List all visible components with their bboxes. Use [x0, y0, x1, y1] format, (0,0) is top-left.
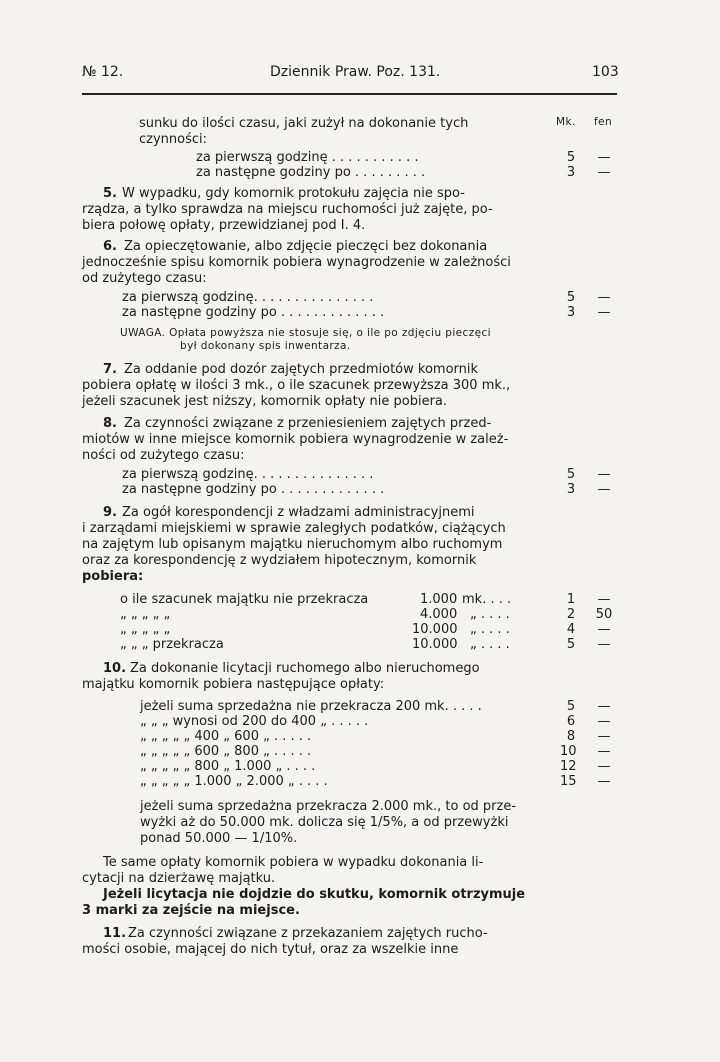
p9-row-fen: —	[597, 592, 611, 607]
p10-after-line-1: Te same opłaty komornik pobiera w wypadku dokonania li-	[103, 855, 484, 870]
p9-row-fen: 50	[595, 607, 613, 622]
p10-row-mk: 10	[560, 744, 577, 759]
p11-number: 11.	[103, 926, 127, 941]
column-fen-heading: fen	[594, 116, 613, 128]
p10-tail-line-1: jeżeli suma sprzedażna przekracza 2.000 mk., to od prze-	[140, 799, 517, 814]
p10-row-label: „ „ „ „ „ 600 „ 800 „ . . . . .	[140, 744, 312, 759]
p9-row-label: „ „ „ przekracza	[120, 637, 224, 652]
page-number: 103	[592, 64, 619, 80]
p10-row-mk: 6	[566, 714, 576, 729]
p6-note-line-1: UWAGA. Opłata powyższa nie stosuje się, o ile po zdjęciu pieczęci	[120, 327, 491, 339]
p5-line-2: rządza, a tylko sprawdza na miejscu ruchomości już zajęte, po-	[82, 202, 493, 217]
p10-row-fen: —	[597, 699, 611, 714]
p4-line-1: sunku do ilości czasu, jaki zużył na dokonanie tych	[139, 116, 469, 131]
p4-line-2: czynności:	[139, 132, 208, 147]
p6-row-label: za następne godziny po . . . . . . . . . . . . .	[122, 305, 385, 320]
p8-row-label: za następne godziny po . . . . . . . . . . . . .	[122, 482, 385, 497]
p9-line-1: Za ogół korespondencji z władzami administracyjnemi	[122, 505, 475, 520]
p10-number: 10.	[103, 661, 127, 676]
p5-line-1: W wypadku, gdy komornik protokułu zajęcia nie spo-	[122, 186, 465, 201]
p10-row-fen: —	[597, 774, 611, 789]
p8-line-2: miotów w inne miejsce komornik pobiera wynagrodzenie w zależ-	[82, 432, 509, 447]
p8-row-fen: —	[597, 482, 611, 497]
page-header-number: № 12.	[82, 64, 124, 80]
p10-row-label: „ „ „ „ „ 1.000 „ 2.000 „ . . . .	[140, 774, 328, 789]
p10-row-label: jeżeli suma sprzedażna nie przekracza 200 mk. . . . .	[140, 699, 482, 714]
p7-number: 7.	[103, 362, 117, 377]
p10-after-line-3: Jeżeli licytacja nie dojdzie do skutku, komornik otrzymuje	[103, 887, 526, 902]
p11-line-1: Za czynności związane z przekazaniem zajętych rucho-	[128, 926, 488, 941]
p10-row-mk: 12	[560, 759, 577, 774]
p10-after-line-2: cytacji na dzierżawę majątku.	[82, 871, 276, 886]
p9-row-label: o ile szacunek majątku nie przekracza	[120, 592, 369, 607]
p4-row-fen: —	[597, 165, 611, 180]
p9-row-unit: „ . . . .	[470, 637, 510, 652]
p7-line-2: pobiera opłatę w ilości 3 mk., o ile szacunek przewyższa 300 mk.,	[82, 378, 511, 393]
p9-row-label: „ „ „ „ „	[120, 607, 171, 622]
p8-row-fen: —	[597, 467, 611, 482]
p6-row-fen: —	[597, 305, 611, 320]
p8-number: 8.	[103, 416, 117, 431]
p10-row-label: „ „ „ „ „ 400 „ 600 „ . . . . .	[140, 729, 312, 744]
p8-row-mk: 3	[566, 482, 576, 497]
p10-row-fen: —	[597, 744, 611, 759]
p6-line-3: od zużytego czasu:	[82, 271, 207, 286]
p4-row-fen: —	[597, 150, 611, 165]
p9-line-3: na zajętym lub opisanym majątku nieruchomym albo ruchomym	[82, 537, 503, 552]
p6-line-2: jednocześnie spisu komornik pobiera wynagrodzenie w zależności	[82, 255, 511, 270]
p8-line-3: ności od zużytego czasu:	[82, 448, 245, 463]
p6-line-1: Za opieczętowanie, albo zdjęcie pieczęci bez dokonania	[124, 239, 488, 254]
p9-row-fen: —	[597, 637, 611, 652]
header-rule	[82, 93, 617, 95]
p7-line-1: Za oddanie pod dozór zajętych przedmiotów komornik	[124, 362, 479, 377]
p9-row-amount: 10.000	[412, 637, 458, 652]
p6-number: 6.	[103, 239, 117, 254]
p10-tail-line-2: wyżki aż do 50.000 mk. dolicza się 1/5%, a od przewyżki	[140, 815, 509, 830]
p9-row-fen: —	[597, 622, 611, 637]
p4-row-label: za pierwszą godzinę . . . . . . . . . . .	[196, 150, 419, 165]
p10-line-2: majątku komornik pobiera następujące opłaty:	[82, 677, 385, 692]
p6-note-line-2: był dokonany spis inwentarza.	[180, 340, 351, 352]
p9-row-amount: 1.000	[420, 592, 458, 607]
p9-row-unit: „ . . . .	[470, 622, 510, 637]
p9-row-amount: 10.000	[412, 622, 458, 637]
p10-row-label: „ „ „ „ „ 800 „ 1.000 „ . . . .	[140, 759, 316, 774]
p9-row-mk: 4	[566, 622, 576, 637]
p9-number: 9.	[103, 505, 117, 520]
p10-row-label: „ „ „ wynosi od 200 do 400 „ . . . . .	[140, 714, 369, 729]
p9-line-5: pobiera:	[82, 569, 144, 584]
p5-line-3: biera połowę opłaty, przewidzianej pod I. 4.	[82, 218, 366, 233]
p9-row-label: „ „ „ „ „	[120, 622, 171, 637]
p7-line-3: jeżeli szacunek jest niższy, komornik opłaty nie pobiera.	[82, 394, 448, 409]
p10-line-1: Za dokonanie licytacji ruchomego albo nieruchomego	[130, 661, 480, 676]
p6-row-label: za pierwszą godzinę. . . . . . . . . . . . . . .	[122, 290, 374, 305]
p8-row-label: za pierwszą godzinę. . . . . . . . . . . . . . .	[122, 467, 374, 482]
p10-row-mk: 15	[560, 774, 577, 789]
p10-row-mk: 5	[566, 699, 576, 714]
p10-row-fen: —	[597, 759, 611, 774]
p8-row-mk: 5	[566, 467, 576, 482]
p5-number: 5.	[103, 186, 117, 201]
p9-row-unit: mk. . . .	[462, 592, 512, 607]
p4-row-label: za następne godziny po . . . . . . . . .	[196, 165, 426, 180]
p9-line-4: oraz za korespondencję z wydziałem hipotecznym, komornik	[82, 553, 477, 568]
page-header-title: Dziennik Praw. Poz. 131.	[270, 64, 441, 80]
p9-row-mk: 1	[566, 592, 576, 607]
p9-row-mk: 5	[566, 637, 576, 652]
p11-line-2: mości osobie, mającej do nich tytuł, oraz za wszelkie inne	[82, 942, 459, 957]
p9-line-2: i zarządami miejskiemi w sprawie zaległych podatków, ciążących	[82, 521, 506, 536]
p4-row-mk: 3	[566, 165, 576, 180]
p8-line-1: Za czynności związane z przeniesieniem zajętych przed-	[124, 416, 492, 431]
p9-row-unit: „ . . . .	[470, 607, 510, 622]
p10-tail-line-3: ponad 50.000 — 1/10%.	[140, 831, 298, 846]
p9-row-amount: 4.000	[420, 607, 458, 622]
p4-row-mk: 5	[566, 150, 576, 165]
p10-row-fen: —	[597, 714, 611, 729]
p10-row-mk: 8	[566, 729, 576, 744]
p10-row-fen: —	[597, 729, 611, 744]
p6-row-mk: 5	[566, 290, 576, 305]
p6-row-mk: 3	[566, 305, 576, 320]
column-mk-heading: Mk.	[556, 116, 576, 128]
p10-after-line-4: 3 marki za zejście na miejsce.	[82, 903, 300, 918]
p9-row-mk: 2	[566, 607, 576, 622]
p6-row-fen: —	[597, 290, 611, 305]
